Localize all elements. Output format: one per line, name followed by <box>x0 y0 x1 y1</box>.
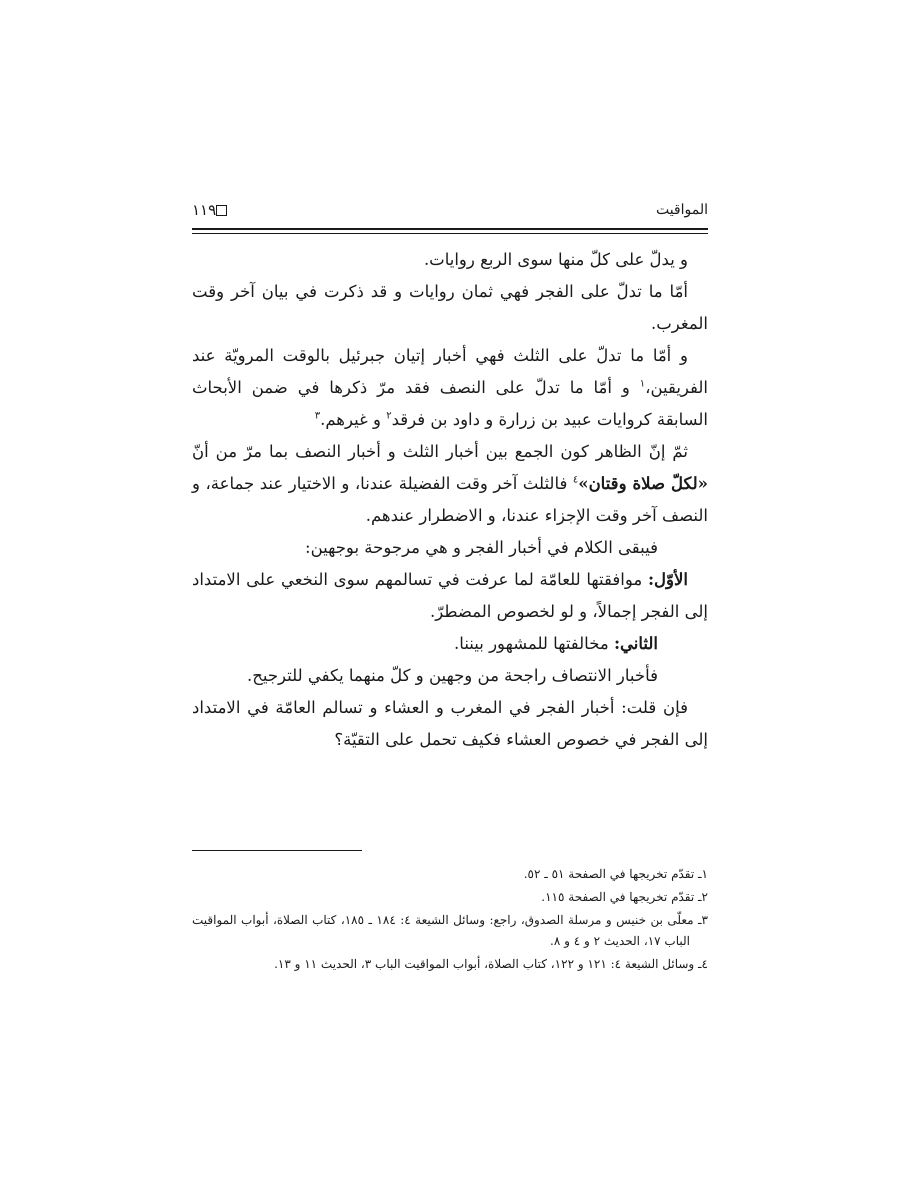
first-reason-label: الأوّل: <box>647 570 688 589</box>
main-text <box>192 244 708 756</box>
square-ornament-icon <box>216 205 227 216</box>
second-reason-text: مخالفتها للمشهور بيننا. <box>454 634 614 653</box>
paragraph-3-part-a: و أمّا ما تدلّ على الثلث فهي أخبار إتيان جبرئيل بالوقت المرويّة عند الفريقين، <box>192 346 708 397</box>
header-rule-thick <box>192 228 708 230</box>
paragraph-4-part-a: ثمّ إنّ الظاهر كون الجمع بين أخبار الثلث و أخبار النصف بما مرّ من أنّ <box>192 442 688 461</box>
paragraph-3-part-b: و أمّا ما تدلّ على النصف فقد مرّ ذكرها في ضمن الأبحاث السابقة كروايات عبيد بن زرارة و داود بن فرقد <box>192 378 708 429</box>
first-reason-text: موافقتها للعامّة لما عرفت في تسالمهم سوى النخعي على الامتداد إلى الفجر إجمالاً، و لو لخصوص المضطرّ. <box>192 570 708 621</box>
paragraph-4 <box>192 436 708 532</box>
footnote-ref-3[interactable]: ٣ <box>314 410 321 422</box>
paragraph-3-part-c: و غيرهم. <box>320 410 387 429</box>
footnote-1: ١ـ تقدّم تخريجها في الصفحة ٥١ ـ ٥٢. <box>523 867 708 881</box>
book-page <box>192 200 708 971</box>
footnote-ref-4[interactable]: ٤ <box>572 474 579 486</box>
quoted-hadith: «لكلّ صلاة وقتان» <box>578 474 708 493</box>
running-header <box>192 200 708 224</box>
footnote-2: ٢ـ تقدّم تخريجها في الصفحة ١١٥. <box>541 890 708 904</box>
paragraph-4-part-c: فالثلث آخر وقت الفضيلة عندنا، و الاختيار عند جماعة، و النصف آخر وقت الإجزاء عندنا، و الاضطرار عندهم. <box>192 474 708 525</box>
page-number <box>192 201 232 219</box>
header-rule-thin <box>192 233 708 234</box>
paragraph-7 <box>192 628 708 660</box>
page-number-text: ١١٩ <box>192 201 217 219</box>
paragraph-8: فأخبار الانتصاف راجحة من وجهين و كلّ منهما يكفي للترجيح. <box>246 666 658 685</box>
footnote-4: ٤ـ وسائل الشيعة ٤: ١٢١ و ١٢٢، كتاب الصلاة، أبواب المواقيت الباب ٣، الحديث ١١ و ١٣. <box>274 957 708 971</box>
paragraph-3 <box>192 340 708 436</box>
paragraph-6 <box>192 564 708 628</box>
footnote-separator <box>192 850 362 851</box>
paragraph-2: أمّا ما تدلّ على الفجر فهي ثمان روايات و قد ذكرت في بيان آخر وقت المغرب. <box>192 282 708 333</box>
footnote-ref-1[interactable]: ١ <box>639 378 646 390</box>
paragraph-9: فإن قلت: أخبار الفجر في المغرب و العشاء و تسالم العامّة في الامتداد إلى الفجر في خصوص العشاء فكيف تحمل على التقيّة؟ <box>192 698 708 749</box>
footnote-ref-2[interactable]: ٢ <box>386 410 392 422</box>
footnotes <box>192 862 708 977</box>
header-title: المواقيت <box>655 202 708 218</box>
paragraph-1: و يدلّ على كلّ منها سوى الربع روايات. <box>423 250 688 269</box>
paragraph-5: فيبقى الكلام في أخبار الفجر و هي مرجوحة بوجهين: <box>305 538 658 557</box>
second-reason-label: الثاني: <box>613 634 658 653</box>
footnote-3: ٣ـ معلّى بن خنيس و مرسلة الصدوق، راجع: وسائل الشيعة ٤: ١٨٤ ـ ١٨٥، كتاب الصلاة، أبواب المواقيت الباب ١٧، الحديث ٢ و ٤ و ٨. <box>192 913 708 948</box>
